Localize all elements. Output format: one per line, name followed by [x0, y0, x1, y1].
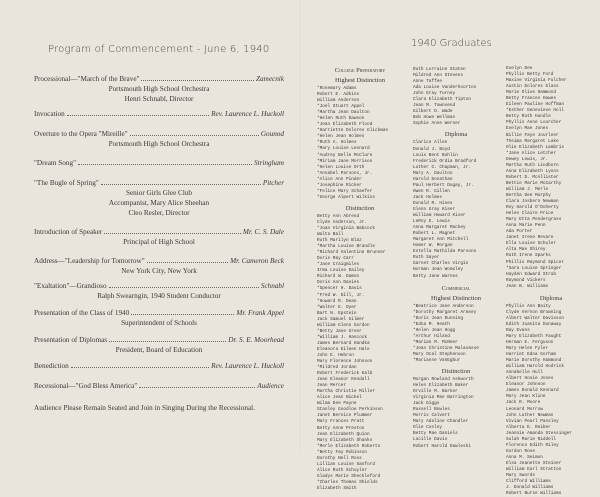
graduate-name: *Esther Genevieve Holl [506, 108, 564, 114]
program-item-detail: Superintendent of Schools [121, 319, 197, 327]
diploma-heading-2: Diploma [539, 294, 563, 302]
graduate-name: *Alice Ann Pinder [317, 176, 362, 182]
graduate-name: Jack Holmes [413, 194, 442, 200]
program-item-detail: Senior Girls Glee Club [125, 189, 193, 197]
graduate-name: William J. Merle [506, 186, 549, 192]
graduate-name: LeRoy E. Lewis [413, 219, 450, 225]
graduate-name: Frederick Ordia Bradford [413, 158, 477, 164]
program-item-label: Introduction of Speaker [34, 228, 103, 236]
graduate-name: *Helen Jean Hogg [413, 327, 456, 333]
graduate-name: Marie Olive Hammond [506, 90, 557, 96]
graduate-name: Jack Diggs [413, 401, 440, 407]
program-item-label: Overture to the Opera "Mireille" [34, 130, 128, 138]
graduate-name: *Betty Fay Robinson [317, 449, 368, 455]
graduate-name: Albert Walter Davisson [506, 315, 564, 321]
graduate-name: Robert Frederick Kalb [317, 371, 373, 377]
graduate-name: Garnet Charles Virgin [413, 261, 469, 267]
graduate-name: Alice Ruth Schuyler [317, 467, 368, 473]
graduate-name: Herman E. Ferguson [506, 340, 554, 346]
graduate-name: Eleanor Johnson [506, 382, 546, 388]
graduate-name: Olie Elizabeth Lambris [506, 144, 564, 150]
graduate-name: Luther C. Chapman, Jr. [413, 164, 471, 170]
graduate-name: Donald J. Boyd [413, 146, 450, 152]
graduate-name: Ada Porter [506, 229, 533, 235]
graduate-name: *Sara Louise Springer [506, 265, 562, 271]
graduate-name: Martha Christie Miller [317, 389, 375, 395]
graduate-name: Jean M. Townsend [413, 103, 456, 109]
dot-leader [131, 308, 234, 315]
program-item-detail: Henri Schnabl, Director [124, 95, 194, 103]
graduate-name: *William J. Hancock [317, 334, 368, 340]
graduate-name: Leonard Morrow [506, 406, 543, 412]
graduate-name: Gilbert D. Wade [413, 109, 453, 115]
graduate-name: Lucille Davis [413, 437, 448, 443]
program-item-detail: Accompanist, Mary Alice Sheehan [108, 199, 210, 207]
program-item-label: Benediction [34, 362, 69, 370]
graduate-name: *Merle Elizabeth Roberts [317, 443, 381, 449]
graduate-name: *Fred W. Dill, Jr. [317, 292, 365, 298]
graduate-name: Doris May Carr [317, 256, 354, 262]
dot-leader [104, 227, 241, 234]
graduate-name: Evelyn Mae Jones [506, 126, 549, 132]
graduate-name: Morgan Rowland Ashworth [413, 377, 474, 383]
graduate-name: Homer W. Morgan [413, 243, 453, 249]
graduate-name: Sophie Anne Werner [413, 121, 461, 127]
graduate-name: *Martha Louise Brandle [317, 244, 375, 250]
graduate-name: Harriet Edna Gorham [506, 352, 557, 358]
graduate-name: Betty Anne Preston [317, 425, 365, 431]
graduate-name: John Luther Newman [506, 412, 554, 418]
program-item [34, 158, 284, 168]
graduate-name: Anna M. Seimon [506, 454, 543, 460]
graduate-name: Marie Dorothy Hammond [506, 358, 562, 364]
closing-note: Audience Please Remain Seated and Join in Singing During the Recessional. [34, 404, 255, 412]
graduate-name: Jean Elizabeth Quinn [317, 431, 370, 437]
graduate-name: Phyllis Anne Lourcher [506, 120, 562, 126]
graduate-name: Ruth Sayer [413, 255, 440, 261]
graduate-name: Ray Evans [506, 327, 530, 333]
graduate-name: Raymond Vickers [506, 277, 546, 283]
program-item [34, 129, 284, 149]
highest-distinction-heading: Highest Distinction [335, 77, 385, 84]
graduate-name: *Jane Craigmiles [317, 262, 360, 268]
graduate-name: Robert Burse Williams [506, 491, 562, 497]
graduate-name: Mildred Ann Stevens [413, 73, 464, 79]
graduate-name: Russell Bowles [413, 407, 450, 413]
program-item-detail: Portsmouth High School Orchestra [108, 140, 210, 148]
graduate-name: Robert D. McAllister [506, 174, 559, 180]
graduate-name: Virginia Mae Barrington [413, 395, 474, 401]
dot-leader [78, 158, 252, 165]
program-item [34, 227, 284, 247]
program-item-detail: Principal of High School [123, 238, 195, 246]
program-item-detail: Portsmouth High School Orchestra [108, 85, 210, 93]
graduate-name: Clara Elizabeth Tipton [413, 97, 471, 103]
graduate-name: *Walter E. Dyer [317, 304, 357, 310]
graduate-name: Mary Frances Pratt [317, 419, 365, 425]
graduate-name: James Donald Kennard [506, 388, 559, 394]
graduate-name: Alta Mae Shirey [506, 247, 546, 253]
graduate-name: *Dorothy Margaret Armsey [413, 309, 477, 315]
dot-leader [109, 335, 226, 342]
graduate-name: Mary Florence Johnson [317, 359, 373, 365]
graduate-name: Morris Calvert [413, 413, 450, 419]
graduate-name: *Betty Jane Greer [317, 328, 362, 334]
graduate-name: Mary Etta Pendergrass [506, 217, 562, 223]
dot-leader [67, 109, 209, 116]
graduate-name: Owen R. Gillen [413, 188, 450, 194]
dot-leader [141, 74, 254, 81]
graduate-name: Lillian Louise Sanford [317, 461, 375, 467]
program-item [34, 178, 284, 218]
graduate-name: Phyllis Ann Baity [506, 303, 551, 309]
commercial-highest-heading: Highest Distinction [431, 294, 481, 302]
program-item-detail: Cleo Resler, Director [128, 209, 190, 217]
graduate-name: *Doris Jean Dunning [413, 315, 464, 321]
graduate-name: Bertha Dee Murphy [506, 192, 551, 198]
dot-leader [139, 381, 255, 388]
graduate-name: Elsa Jeanette Steiner [506, 460, 562, 466]
program-item [34, 308, 284, 328]
graduate-name: William Harold Hodrick [506, 364, 564, 370]
distinction-heading: Distinction [345, 204, 375, 212]
graduate-name: Jeannie Amanda Stessinger [506, 430, 572, 436]
graduate-name: *Mary Louise Leonard [317, 146, 370, 152]
dot-leader [71, 361, 209, 368]
program-item-performer: Mr. C. S. Dale [242, 228, 284, 236]
graduate-name: Mary A. Daulton [413, 170, 453, 176]
graduate-name: Louis Bent Buhlin [413, 152, 458, 158]
graduate-name: *Helen Ruth Dawson [317, 116, 365, 122]
graduate-name: *Ruth A. Holmes [317, 140, 357, 146]
graduate-name: Elizabeth Smith [317, 486, 357, 491]
graduate-name: Eleanora Eileen Hale [317, 346, 370, 352]
graduate-name: Annabelle Hull [506, 370, 543, 376]
graduate-name: Theima Margaret Lake [506, 138, 559, 144]
program-item-performer: Audience [257, 382, 284, 390]
graduate-name: *Jane Alice Letcher [506, 150, 557, 156]
graduate-name: *Jean Christine Malavasse [413, 345, 479, 351]
graduate-name: Roy Harold O'Doherty [506, 205, 559, 211]
graduate-name: Gladys Marie Sheckleford [317, 473, 381, 479]
graduate-name: *Charles Thomas Shields [317, 479, 378, 485]
dot-leader [101, 178, 261, 185]
graduate-name: William Glenn Gordon [317, 322, 370, 328]
graduate-name: Evelyn Dee [506, 66, 533, 71]
graduate-name: Harold Donathan [413, 176, 453, 182]
graduate-name: *Martha Jean Daulton [317, 110, 370, 116]
diploma-heading: Diploma [444, 131, 468, 139]
dot-leader [147, 256, 229, 263]
graduate-name: Betty Mae Daniels [413, 431, 458, 437]
graduate-name: Bob Howe Wellman [413, 115, 456, 121]
program-item [34, 361, 284, 371]
graduate-name: William Howard Kiser [413, 213, 466, 219]
graduate-name: *Josephine Ricker [317, 182, 362, 188]
graduate-name: Walta Ball [317, 232, 344, 238]
dot-leader [109, 281, 259, 288]
program-item-detail: President, Board of Education [115, 346, 203, 354]
graduate-name: *Miriam Jane Morrison [317, 158, 373, 164]
commercial-heading: Commercial [441, 284, 471, 292]
program-item-label: Presentation of the Class of 1940 [34, 309, 130, 317]
graduate-name: Jean Eleanor Kendall [317, 377, 370, 383]
graduate-name: *Joel Stuart Appel [317, 104, 365, 110]
graduate-name: Estella Mathilda Parsons [413, 249, 477, 255]
graduate-name: William Anderson [317, 98, 360, 104]
graduate-name: *Marianne VanEgbur [413, 357, 461, 363]
graduate-name: Dewey Lewis, Jr. [506, 156, 549, 162]
graduates-title: 1940 Graduates [411, 38, 492, 49]
program-item-label: "The Bugle of Spring" [34, 179, 99, 187]
program-item-label: "Exaltation"—Grandioso [34, 282, 107, 290]
program-item-performer: Zamecnik [256, 75, 284, 83]
graduate-name: Ella Louise Schuler [506, 241, 557, 247]
graduate-name: Clyde Vernon Browning [506, 309, 562, 315]
graduate-name: Doris Ann Davies [317, 280, 360, 286]
graduate-name: Phillis Raymond Spicer [506, 259, 564, 265]
graduate-name: Anna Margaret Mackey [413, 225, 466, 231]
graduate-name: *George Alpert Wilkins [317, 194, 375, 200]
program-item-label: Invocation [34, 110, 65, 118]
graduates-column-3 [506, 66, 596, 497]
graduate-name: Mary Ocal Stephenson [413, 351, 466, 357]
graduate-name: Mary Jean Kline [506, 394, 546, 400]
program-item [34, 109, 284, 119]
graduate-name: *Audrey Belle McClure [317, 152, 373, 158]
program-item-performer: Dr. S. E. Moorhead [228, 336, 284, 344]
graduate-name: Betty Frances Hawes [506, 96, 557, 102]
graduate-name: Bettie Marie McCarthy [506, 180, 562, 186]
dot-leader [130, 129, 259, 136]
graduate-name: Anne Taffee [413, 79, 442, 85]
graduate-name: Anna Elizabeth Lyons [506, 168, 559, 174]
graduate-name: *Annabel Parsons, Jr. [317, 170, 373, 176]
graduate-name: Florence Edith Riley [506, 442, 559, 448]
graduate-name: Donald R. Hines [413, 200, 453, 206]
graduate-name: Alberta E. Reiber [506, 424, 551, 430]
graduate-name: Mary Elizabeth Shanks [317, 437, 373, 443]
program-item-label: Address—"Leadership for Tomorrow" [34, 257, 145, 265]
commercial-distinction-heading: Distinction [441, 368, 471, 376]
graduate-name: Robert L. Magnet [413, 231, 456, 237]
program-item-performer: Mr. Frank Appel [236, 309, 284, 317]
graduate-name: Billie Faye Jourlner [506, 132, 559, 138]
program-page [0, 0, 299, 450]
graduate-name: Richard W. Damon [317, 274, 360, 280]
graduate-name: Jean Mercer [317, 383, 346, 389]
graduate-name: James Bernard Handka [317, 340, 370, 346]
graduate-name: *Mildred Jordan [317, 365, 357, 371]
graduate-name: Irma Louise Dailey [317, 268, 365, 274]
graduate-name: *Helen Jean Holmes [317, 134, 365, 140]
graduate-name: Jack Samuel Gilmer [317, 316, 365, 322]
program-item-label: "Dream Song" [34, 159, 76, 167]
program-title: Program of Commencement - June 6, 1940 [48, 44, 270, 55]
graduate-name: *Marian M. McNeer [413, 339, 458, 345]
graduate-name: Hayden Edward Strub [506, 271, 557, 277]
program-item-performer: Rev. Laurence L. Huckoll [211, 362, 284, 370]
graduate-name: *Helen Louise Orth [317, 164, 365, 170]
graduate-name: Dorothy Nell Ross [317, 455, 362, 461]
graduate-name: Alice Jean Nickel [317, 395, 362, 401]
graduate-name: Austin Dolores Glass [506, 84, 559, 90]
program-item-performer: Mr. Cameron Beck [230, 257, 284, 265]
graduate-name: Helen Claire Price [506, 211, 554, 217]
graduate-name: Clara Josbern Newman [506, 199, 559, 205]
graduate-name: Jean B. Williams [506, 283, 549, 289]
program-item [34, 256, 284, 276]
graduate-name: William Earl Stratton [506, 467, 562, 472]
graduate-name: Vivian Pearl Pansley [506, 418, 559, 424]
program-item [34, 381, 284, 391]
graduate-name: *Beatrice Jane Anderson [413, 303, 474, 309]
graduate-name: Phyllis Betty Ford [506, 72, 554, 78]
graduate-name: *Joan Virginia Babcock [317, 225, 375, 231]
program-item-performer: Stringham [254, 159, 284, 167]
graduate-name: Ruth Marilyn Blaz [317, 238, 362, 244]
graduate-name: Margaret Ann Mitchell [413, 237, 469, 243]
program-item [34, 74, 284, 104]
graduate-name: Wilma Dee Payne [317, 401, 357, 407]
graduate-name: Gordon Rose [506, 448, 535, 454]
graduate-name: Janet Bernice Plummer [317, 413, 373, 419]
graduate-name: *Spencer H. Davis [317, 286, 362, 292]
graduate-name: Glenn Gray Kiser [413, 206, 456, 212]
graduate-name: Martha Ruth Lindborn [506, 162, 559, 168]
graduates-column-2 [413, 67, 499, 450]
program-item-detail: Ralph Swearngin, 1940 Student Conductor [97, 292, 221, 300]
program-item-detail: New York City, New York [121, 267, 197, 275]
program-item [34, 281, 284, 301]
graduate-name: Betty Ann Abrend [317, 213, 360, 219]
graduate-name: Orville M. Barker [413, 389, 458, 395]
graduate-name: Mary Swords [506, 473, 535, 479]
graduate-name: *Rosemary Adams [317, 86, 357, 91]
graduate-name: Norman Jean Womsley [413, 267, 464, 273]
graduate-name: Eileen Pauline Hoffman [506, 102, 564, 108]
program-item-label: Recessional—"God Bless America" [34, 382, 138, 390]
graduate-name: *Richard Valentine Brunner [317, 250, 386, 256]
graduate-name: J. Donald Williams [506, 485, 554, 491]
graduate-name: John E. Hebron [317, 352, 354, 358]
graduate-name: Clifford Williams [506, 479, 551, 485]
graduate-name: John Gray Turney [413, 91, 456, 97]
program-item-label: Processional—"March of the Brave" [34, 75, 140, 83]
graduate-name: Sulah Marie Riddell [506, 436, 557, 442]
graduate-name: Paul Herbert Dugay, Jr. [413, 182, 474, 188]
program-item [34, 335, 284, 355]
graduate-name: Mary Elizabeth Faught [506, 333, 562, 339]
graduate-name: *Felice Mary Schaefer [317, 188, 373, 194]
program-item-performer: Rev. Laurence L. Huckoll [211, 110, 284, 118]
graduate-name: Ruth Lorraine Staten [413, 67, 466, 72]
graduate-name: Anna Marie Penn [506, 223, 546, 229]
graduate-name: Robert Harold Dawleski [413, 443, 471, 449]
graduate-name: Albert Hosie Jones [506, 376, 554, 382]
graduate-name: *Jean Elizabeth Flood [317, 122, 373, 128]
program-item-label: Presentation of Diplomas [34, 336, 108, 344]
graduate-name: *Howard R. Dean [317, 298, 357, 304]
graduate-name: *Harriette Dolores Glickman [317, 128, 389, 134]
program-item-performer: Gounod [260, 130, 284, 138]
college-prep-heading: College Preparatory [334, 67, 386, 74]
graduate-name: Edith Juanita Dunaway [506, 321, 562, 327]
program-item-performer: Pitcher [262, 179, 284, 187]
graduate-name: Robert E. Adkins [317, 92, 360, 98]
program-item-performer: Schnabl [260, 282, 284, 290]
graduate-name: Mary Helen Fyler [506, 346, 549, 352]
graduate-name: Jack R. Moore [506, 400, 541, 406]
graduate-name: Janet Irene Revare [506, 235, 554, 241]
graduate-name: Ruth Irene Sparks [506, 253, 551, 259]
graduate-name: Betty Jane Warnes [413, 273, 458, 279]
graduates-page [301, 0, 600, 497]
graduate-name: Betty Ruth Hundle [506, 114, 551, 120]
graduate-name: Clarice Allen [413, 140, 448, 146]
graduate-name: Helen Elizabeth Baker [413, 383, 469, 389]
graduate-name: Maxine Virginia Fulcher [506, 78, 567, 84]
graduate-name: Olie Conley [413, 425, 442, 431]
graduates-column-1 [317, 66, 403, 492]
graduate-name: Ada Louise Vanderhoorton [413, 85, 477, 91]
graduate-name: *Edna M. Heath [413, 321, 450, 327]
graduate-name: Bart N. Epstein [317, 310, 357, 316]
graduate-name: *Arthur Hiland [413, 333, 450, 339]
graduate-name: Clyde Anderson, Jr. [317, 219, 368, 225]
graduate-name: Stanley Goodloe Perkinson [317, 407, 383, 413]
graduate-name: Mary Adaline Chandler [413, 419, 469, 425]
